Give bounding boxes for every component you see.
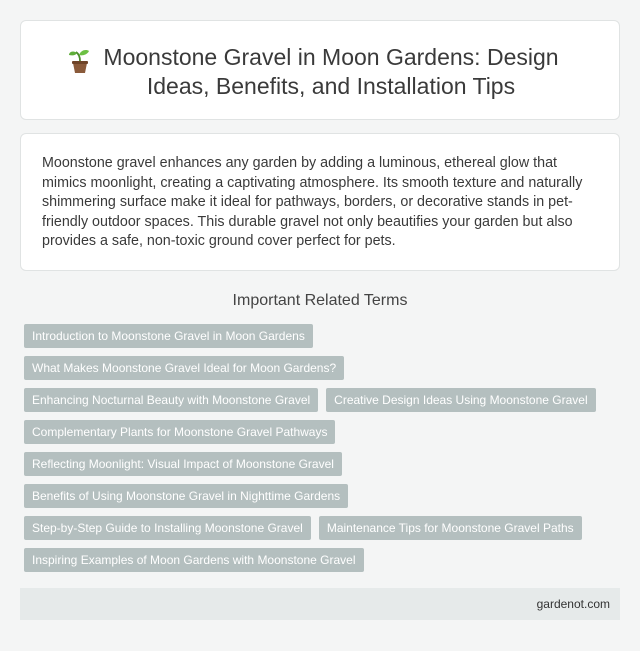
summary-card [20, 133, 620, 271]
related-term-tag[interactable]: Introduction to Moonstone Gravel in Moon Gardens [24, 324, 313, 348]
term-row [24, 324, 624, 356]
term-row [24, 452, 624, 484]
related-term-tag[interactable]: Maintenance Tips for Moonstone Gravel Paths [319, 516, 582, 540]
footer [20, 588, 620, 620]
related-term-tag[interactable]: Reflecting Moonlight: Visual Impact of Moonstone Gravel [24, 452, 342, 476]
page-title: Moonstone Gravel in Moon Gardens: Design Ideas, Benefits, and Installation Tips [103, 44, 559, 99]
related-term-tag[interactable]: Benefits of Using Moonstone Gravel in Nighttime Gardens [24, 484, 348, 508]
related-terms-list [24, 324, 624, 580]
term-row [24, 420, 624, 452]
term-row [24, 356, 624, 388]
title-card [20, 20, 620, 120]
term-row [24, 388, 624, 420]
related-term-tag[interactable]: Creative Design Ideas Using Moonstone Gravel [326, 388, 595, 412]
related-term-tag[interactable]: Inspiring Examples of Moon Gardens with Moonstone Gravel [24, 548, 364, 572]
related-term-tag[interactable]: What Makes Moonstone Gravel Ideal for Moon Gardens? [24, 356, 344, 380]
term-row [24, 548, 624, 580]
related-term-tag[interactable]: Complementary Plants for Moonstone Gravel Pathways [24, 420, 335, 444]
summary-text: Moonstone gravel enhances any garden by adding a luminous, ethereal glow that mimics moonlight, creating a captivating atmosphere. Its smooth texture and naturally shimmering surface make it ideal for pathways, borders, or decorative stands in pet-friendly outdoor spaces. This durable gravel not only beautifies your garden but also provides a safe, non-toxic ground cover perfect for pets. [42, 155, 583, 250]
related-term-tag[interactable]: Enhancing Nocturnal Beauty with Moonstone Gravel [24, 388, 318, 412]
term-row [24, 516, 624, 548]
related-term-tag[interactable]: Step-by-Step Guide to Installing Moonstone Gravel [24, 516, 311, 540]
footer-site-link[interactable]: gardenot.com [536, 597, 610, 611]
related-terms-heading: Important Related Terms [232, 292, 408, 309]
term-row [24, 484, 624, 516]
